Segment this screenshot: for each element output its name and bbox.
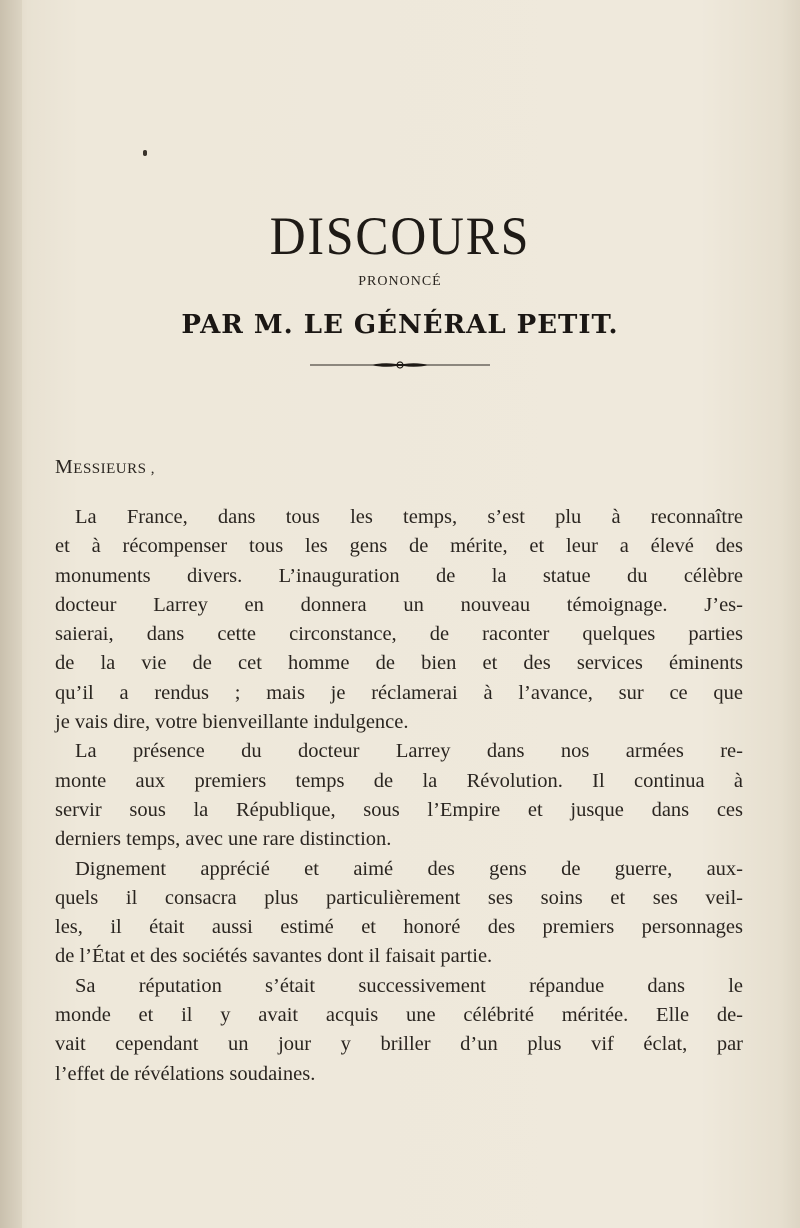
paragraph (55, 972, 743, 1089)
salutation-rest: ESSIEURS , (73, 461, 155, 477)
text-line: monte aux premiers temps de la Révolution. Il continua à (55, 769, 743, 792)
text-line: La France, dans tous les temps, s’est plu à reconnaître (75, 506, 743, 528)
salutation-initial: M (55, 456, 74, 478)
text-line: qu’il a rendus ; mais je réclamerai à l’avance, sur ce que (55, 681, 743, 704)
paragraph (55, 737, 743, 854)
text-line: et à récompenser tous les gens de mérite, et leur a élevé des (55, 535, 743, 558)
text-line: La présence du docteur Larrey dans nos armées re- (75, 740, 743, 763)
text-line: saierai, dans cette circonstance, de raconter quelques parties (55, 623, 743, 646)
text-line: de l’État et des sociétés savantes dont il faisait partie. (55, 945, 493, 968)
text-line: les, il était aussi estimé et honoré des premiers personnages (55, 916, 743, 939)
text-line: Sa réputation s’était successivement répandue dans le (75, 974, 743, 997)
page-title: DISCOURS (269, 206, 531, 266)
page-subtitle: PRONONCÉ (358, 274, 442, 289)
text-line: derniers temps, avec une rare distinction. (55, 828, 392, 851)
text-line: docteur Larrey en donnera un nouveau témoignage. J’es- (55, 593, 743, 616)
text-line: l’effet de révélations soudaines. (55, 1062, 316, 1085)
paragraph (55, 855, 743, 972)
text-line: servir sous la République, sous l’Empire et jusque dans ces (55, 798, 743, 821)
ink-speck (143, 150, 147, 156)
text-line: Dignement apprécié et aimé des gens de guerre, aux- (75, 857, 743, 880)
ornament-divider (310, 360, 490, 370)
text-line: monde et il y avait acquis une célébrité méritée. Elle de- (55, 1004, 743, 1027)
text-line: quels il consacra plus particulièrement ses soins et ses veil- (55, 886, 743, 909)
author-line: PAR M. LE GÉNÉRAL PETIT. (181, 310, 619, 340)
salutation (55, 456, 155, 479)
body-text (55, 503, 743, 1089)
text-line: je vais dire, votre bienveillante indulgence. (55, 711, 409, 734)
text-line: de la vie de cet homme de bien et des services éminents (55, 652, 743, 675)
text-line: monuments divers. L’inauguration de la statue du célèbre (55, 564, 743, 587)
paragraph (55, 503, 743, 737)
text-line: vait cependant un jour y briller d’un plus vif éclat, par (55, 1033, 743, 1056)
page-binding-edge (0, 0, 22, 1228)
